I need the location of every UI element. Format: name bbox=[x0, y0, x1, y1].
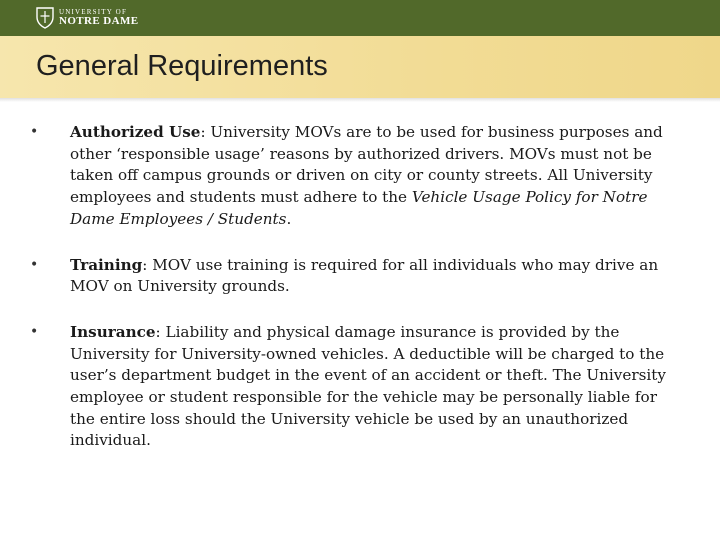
bullet-term: Insurance bbox=[70, 322, 156, 341]
bullet-insurance bbox=[30, 322, 682, 452]
bullet-text bbox=[70, 322, 682, 452]
bullet-list bbox=[30, 122, 682, 476]
policy-name: Vehicle Usage Policy for Notre Dame Employees / Students bbox=[70, 188, 648, 228]
bullet-text bbox=[70, 255, 682, 298]
bullet-body: : MOV use training is required for all individuals who may drive an MOV on University grounds. bbox=[70, 255, 659, 296]
title-banner-shadow bbox=[0, 98, 720, 102]
bullet-tail: . bbox=[286, 209, 292, 228]
bullet-training bbox=[30, 255, 682, 298]
shield-crest-icon bbox=[36, 7, 54, 29]
bullet-body: : Liability and physical damage insurance is provided by the University for University-owned vehicles. A deductible will be charged to the user’s department budget in the event of an accident or theft. The University employee or student responsible for the vehicle may be personally liable for the entire loss should the University vehicle be used by an unauthorized individual. bbox=[70, 322, 666, 450]
bullet-dot: • bbox=[30, 323, 39, 340]
logo-wordmark bbox=[59, 9, 138, 27]
university-header-bar bbox=[0, 0, 720, 36]
bullet-body: : University MOVs are to be used for business purposes and other ‘responsible usage’ reasons by authorized drivers. MOVs must not be taken off campus grounds or driven on city or county streets. All University employees and students must adhere to the bbox=[70, 123, 663, 207]
bullet-dot: • bbox=[30, 124, 39, 140]
slide-title: General Requirements bbox=[36, 50, 328, 82]
bullet-term: Training bbox=[70, 255, 143, 274]
logo-line-university-of: UNIVERSITY OF bbox=[59, 8, 128, 16]
bullet-text bbox=[70, 122, 682, 231]
logo-line-notre-dame: NOTRE DAME bbox=[59, 15, 139, 27]
bullet-term: Authorized Use bbox=[70, 123, 201, 141]
bullet-dot: • bbox=[30, 256, 39, 273]
bullet-authorized-use bbox=[30, 122, 682, 231]
university-logo bbox=[36, 6, 138, 30]
